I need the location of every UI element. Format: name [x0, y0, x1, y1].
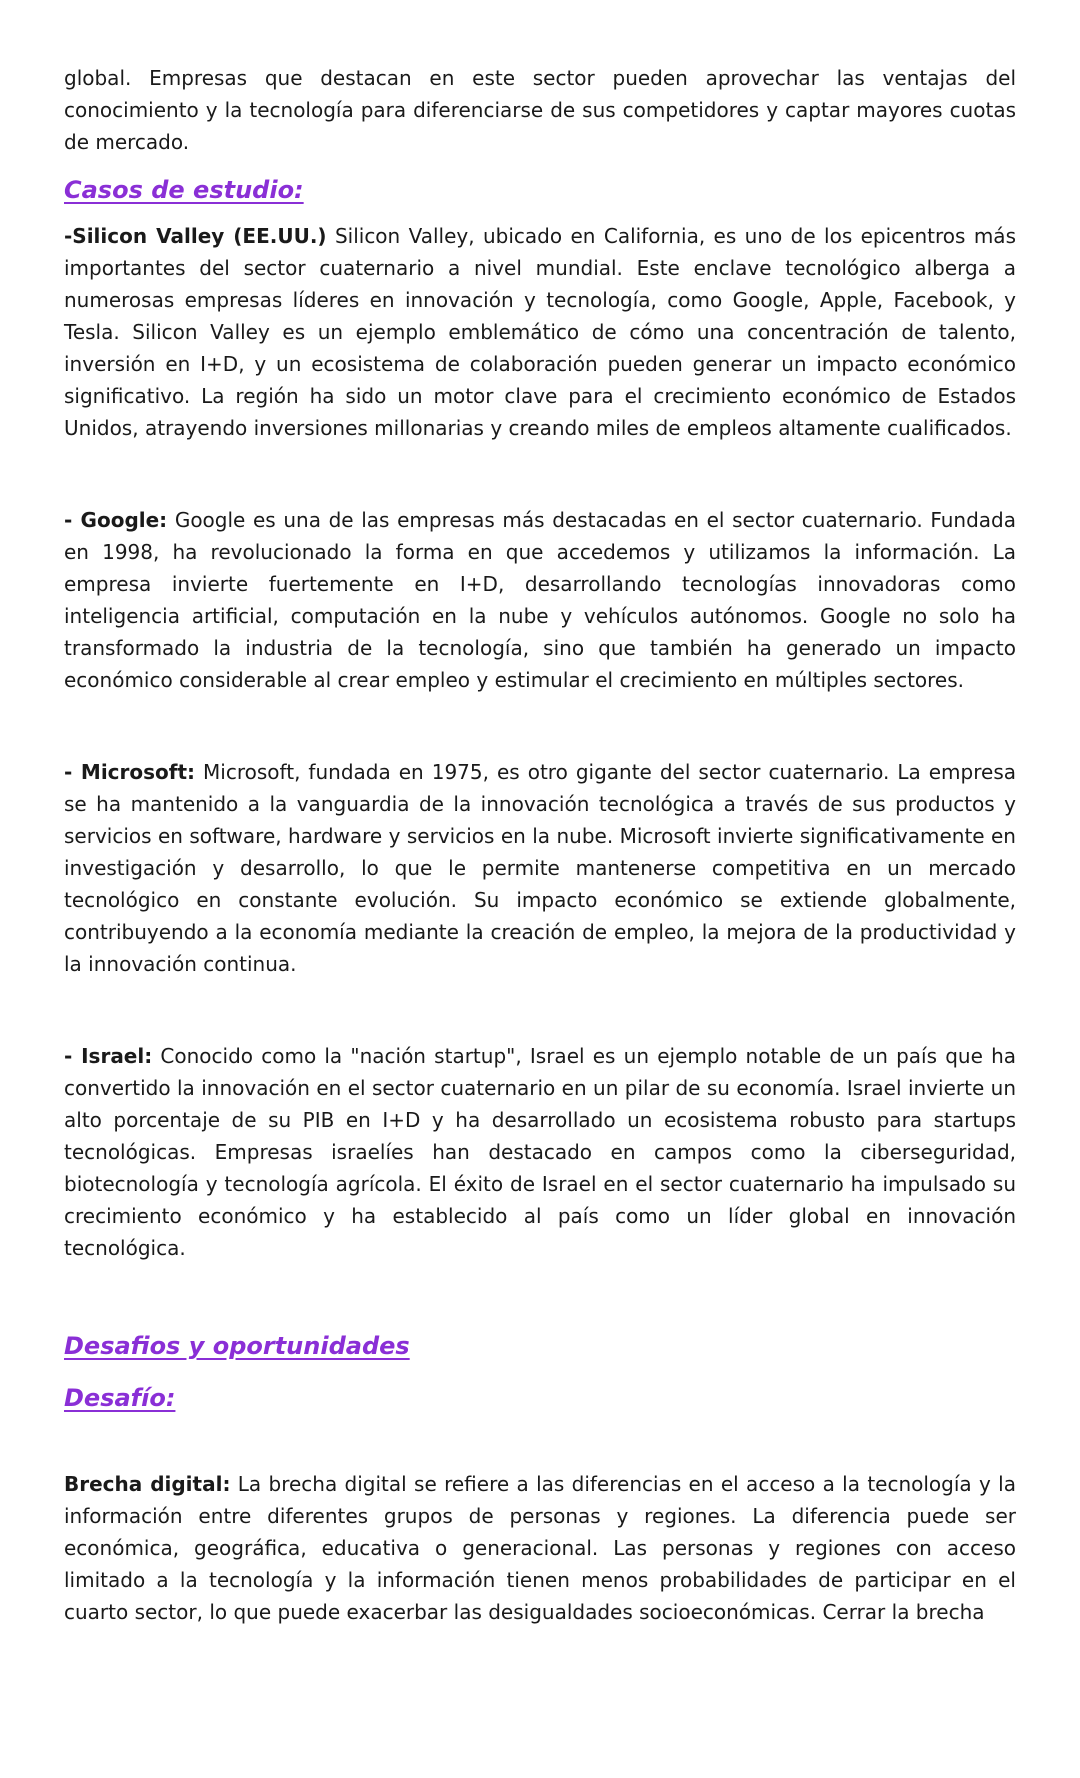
challenges-heading: Desafios y oportunidades	[64, 1332, 410, 1360]
silicon-valley-text: Silicon Valley, ubicado en California, es uno de los epicentros más importantes del sector cuaternario a nivel mundial. Este enclave tecnológico alberga a numerosas empresas líderes en innovación y tecnología, como Google, Apple, Facebook, y Tesla. Silicon Valley es un ejemplo emblemático de cómo una concentración de talento, inversión en I+D, y un ecosistema de colaboración pueden generar un impacto económico significativo. La región ha sido un motor clave para el crecimiento económico de Estados Unidos, atrayendo inversiones millonarias y creando miles de empleos altamente cualificados.	[64, 224, 1016, 440]
digital-gap-lead: Brecha digital:	[64, 1472, 231, 1496]
google-text: Google es una de las empresas más destacadas en el sector cuaternario. Fundada en 1998, ha revolucionado la forma en que accedemos y utilizamos la información. La empresa invierte fuertemente en I+D, desarrollando tecnologías innovadoras como inteligencia artificial, computación en la nube y vehículos autónomos. Google no solo ha transformado la industria de la tecnología, sino que también ha generado un impacto económico considerable al crear empleo y estimular el crecimiento en múltiples sectores.	[64, 508, 1016, 692]
digital-gap-paragraph	[64, 1468, 1016, 1628]
microsoft-text: Microsoft, fundada en 1975, es otro gigante del sector cuaternario. La empresa se ha mantenido a la vanguardia de la innovación tecnológica a través de sus productos y servicios en software, hardware y servicios en la nube. Microsoft invierte significativamente en investigación y desarrollo, lo que le permite mantenerse competitiva en un mercado tecnológico en constante evolución. Su impacto económico se extiende globalmente, contribuyendo a la economía mediante la creación de empleo, la mejora de la productividad y la innovación continua.	[64, 760, 1016, 976]
digital-gap-text: La brecha digital se refiere a las diferencias en el acceso a la tecnología y la información entre diferentes grupos de personas y regiones. La diferencia puede ser económica, geográfica, educativa o generacional. Las personas y regiones con acceso limitado a la tecnología y la información tienen menos probabilidades de participar en el cuarto sector, lo que puede exacerbar las desigualdades socioeconómicas. Cerrar la brecha	[64, 1472, 1016, 1624]
document-page	[64, 62, 1016, 1628]
case-studies-heading: Casos de estudio:	[64, 176, 304, 204]
silicon-valley-lead: -Silicon Valley (EE.UU.)	[64, 224, 327, 248]
israel-paragraph	[64, 1040, 1016, 1264]
microsoft-paragraph	[64, 756, 1016, 980]
israel-text: Conocido como la "nación startup", Israel es un ejemplo notable de un país que ha convertido la innovación en el sector cuaternario en un pilar de su economía. Israel invierte un alto porcentaje de su PIB en I+D y ha desarrollado un ecosistema robusto para startups tecnológicas. Empresas israelíes han destacado en campos como la ciberseguridad, biotecnología y tecnología agrícola. El éxito de Israel en el sector cuaternario ha impulsado su crecimiento económico y ha establecido al país como un líder global en innovación tecnológica.	[64, 1044, 1016, 1260]
intro-paragraph: global. Empresas que destacan en este sector pueden aprovechar las ventajas del conocimiento y la tecnología para diferenciarse de sus competidores y captar mayores cuotas de mercado.	[64, 66, 1016, 154]
microsoft-lead: - Microsoft:	[64, 760, 196, 784]
google-paragraph	[64, 504, 1016, 696]
google-lead: - Google:	[64, 508, 168, 532]
challenge-subheading: Desafío:	[64, 1384, 176, 1412]
silicon-valley-paragraph	[64, 220, 1016, 444]
israel-lead: - Israel:	[64, 1044, 153, 1068]
